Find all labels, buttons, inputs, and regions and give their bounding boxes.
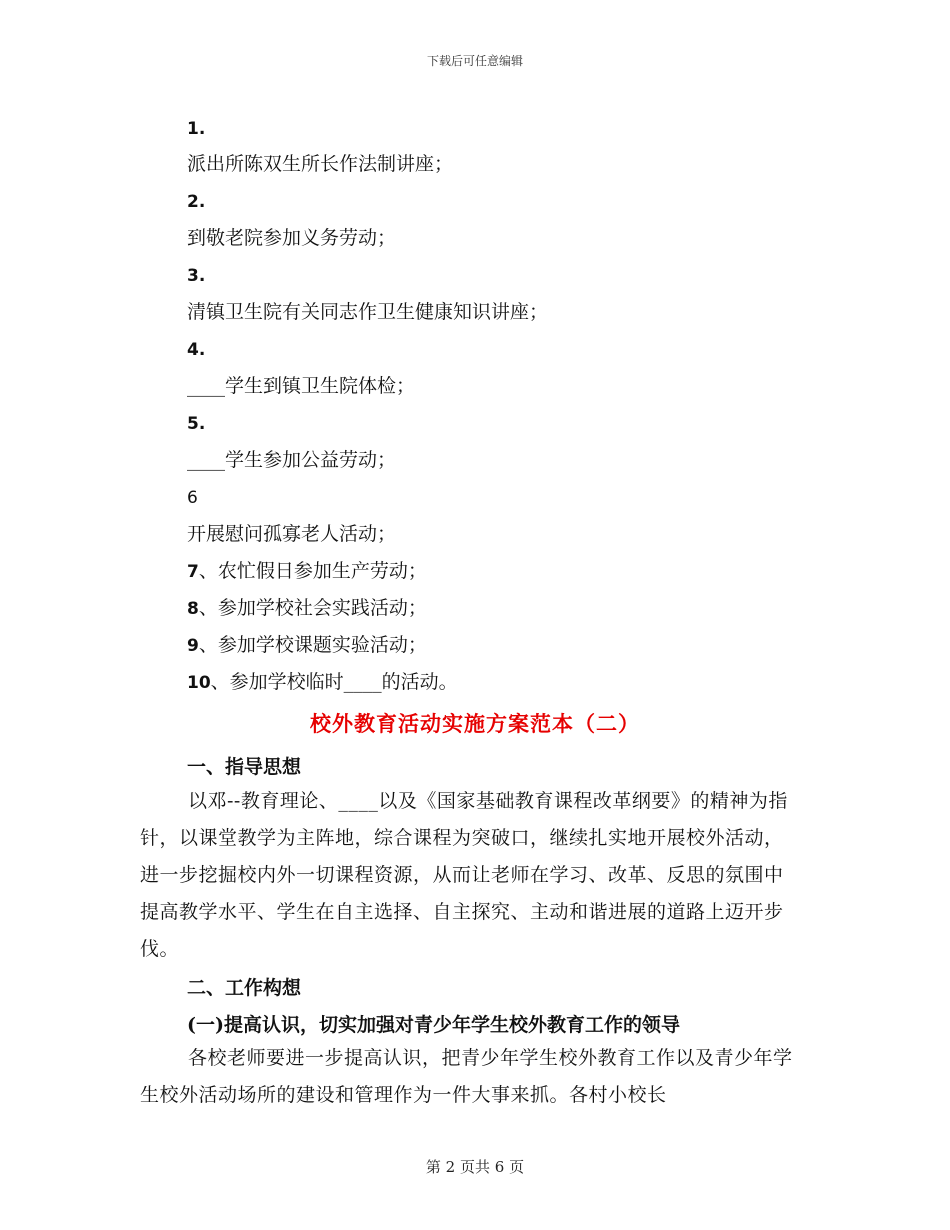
- list-item-text: 派出所陈双生所长作法制讲座；: [187, 153, 454, 175]
- list-item: [187, 633, 427, 658]
- section-1-heading: 一、指导思想: [187, 756, 302, 778]
- item-6-number: 6: [187, 488, 198, 508]
- section-1-body: 以邓--教育理论、____以及《国家基础教育课程改革纲要》的精神为指针，以课堂教学为主阵地，综合课程为突破口，继续扎实地开展校外活动，进一步挖掘校内外一切课程资源，从而让老师在学习、改革、反思的氛围中提高教学水平、学生在自主选择、自主探究、主动和谐进展的道路上迈开步伐。: [140, 790, 788, 960]
- document-title: 校外教育活动实施方案范本（二）: [310, 711, 640, 736]
- list-item-text: 清镇卫生院有关同志作卫生健康知识讲座；: [187, 301, 549, 323]
- item-7-number: 7: [187, 562, 199, 582]
- list-item: [187, 596, 427, 621]
- item-10-number: 10: [187, 673, 211, 693]
- list-item-number: [187, 116, 205, 141]
- list-item-text: ____学生到镇卫生院体检；: [187, 375, 416, 397]
- item-8-text: 、参加学校社会实践活动；: [198, 597, 427, 619]
- list-item-number: [187, 263, 205, 288]
- item-9-text: 、参加学校课题实验活动；: [198, 634, 427, 656]
- item-2-number: 2.: [187, 192, 206, 212]
- list-item-number: [187, 411, 205, 436]
- list-item-number: [187, 189, 205, 214]
- item-5-number: 5.: [187, 414, 206, 434]
- item-1-number: 1.: [187, 119, 206, 139]
- item-8-number: 8: [187, 599, 199, 619]
- list-item-number: [187, 485, 198, 510]
- section-2-body: 各校老师要进一步提高认识，把青少年学生校外教育工作以及青少年学生校外活动场所的建设和管理作为一件大事来抓。各村小校长: [140, 1047, 793, 1106]
- item-9-number: 9: [187, 636, 199, 656]
- list-item: [187, 559, 427, 584]
- item-7-text: 、农忙假日参加生产劳动；: [198, 560, 427, 582]
- list-item-number: [187, 337, 205, 362]
- list-item-text: 开展慰问孤寡老人活动；: [187, 523, 397, 545]
- section-2-heading: 二、工作构想: [187, 977, 302, 999]
- section-2-subheading: (一)提高认识，切实加强对青少年学生校外教育工作的领导: [187, 1014, 680, 1036]
- item-10-text: 、参加学校临时____的活动。: [210, 671, 458, 693]
- item-3-number: 3.: [187, 266, 206, 286]
- list-item: [187, 670, 458, 695]
- list-item-text: ____学生参加公益劳动；: [187, 449, 397, 471]
- list-item-text: 到敬老院参加义务劳动；: [187, 227, 397, 249]
- page-header: 下载后可任意编辑: [426, 54, 523, 68]
- page-footer: 第 2 页共 6 页: [425, 1158, 525, 1176]
- item-4-number: 4.: [187, 340, 206, 360]
